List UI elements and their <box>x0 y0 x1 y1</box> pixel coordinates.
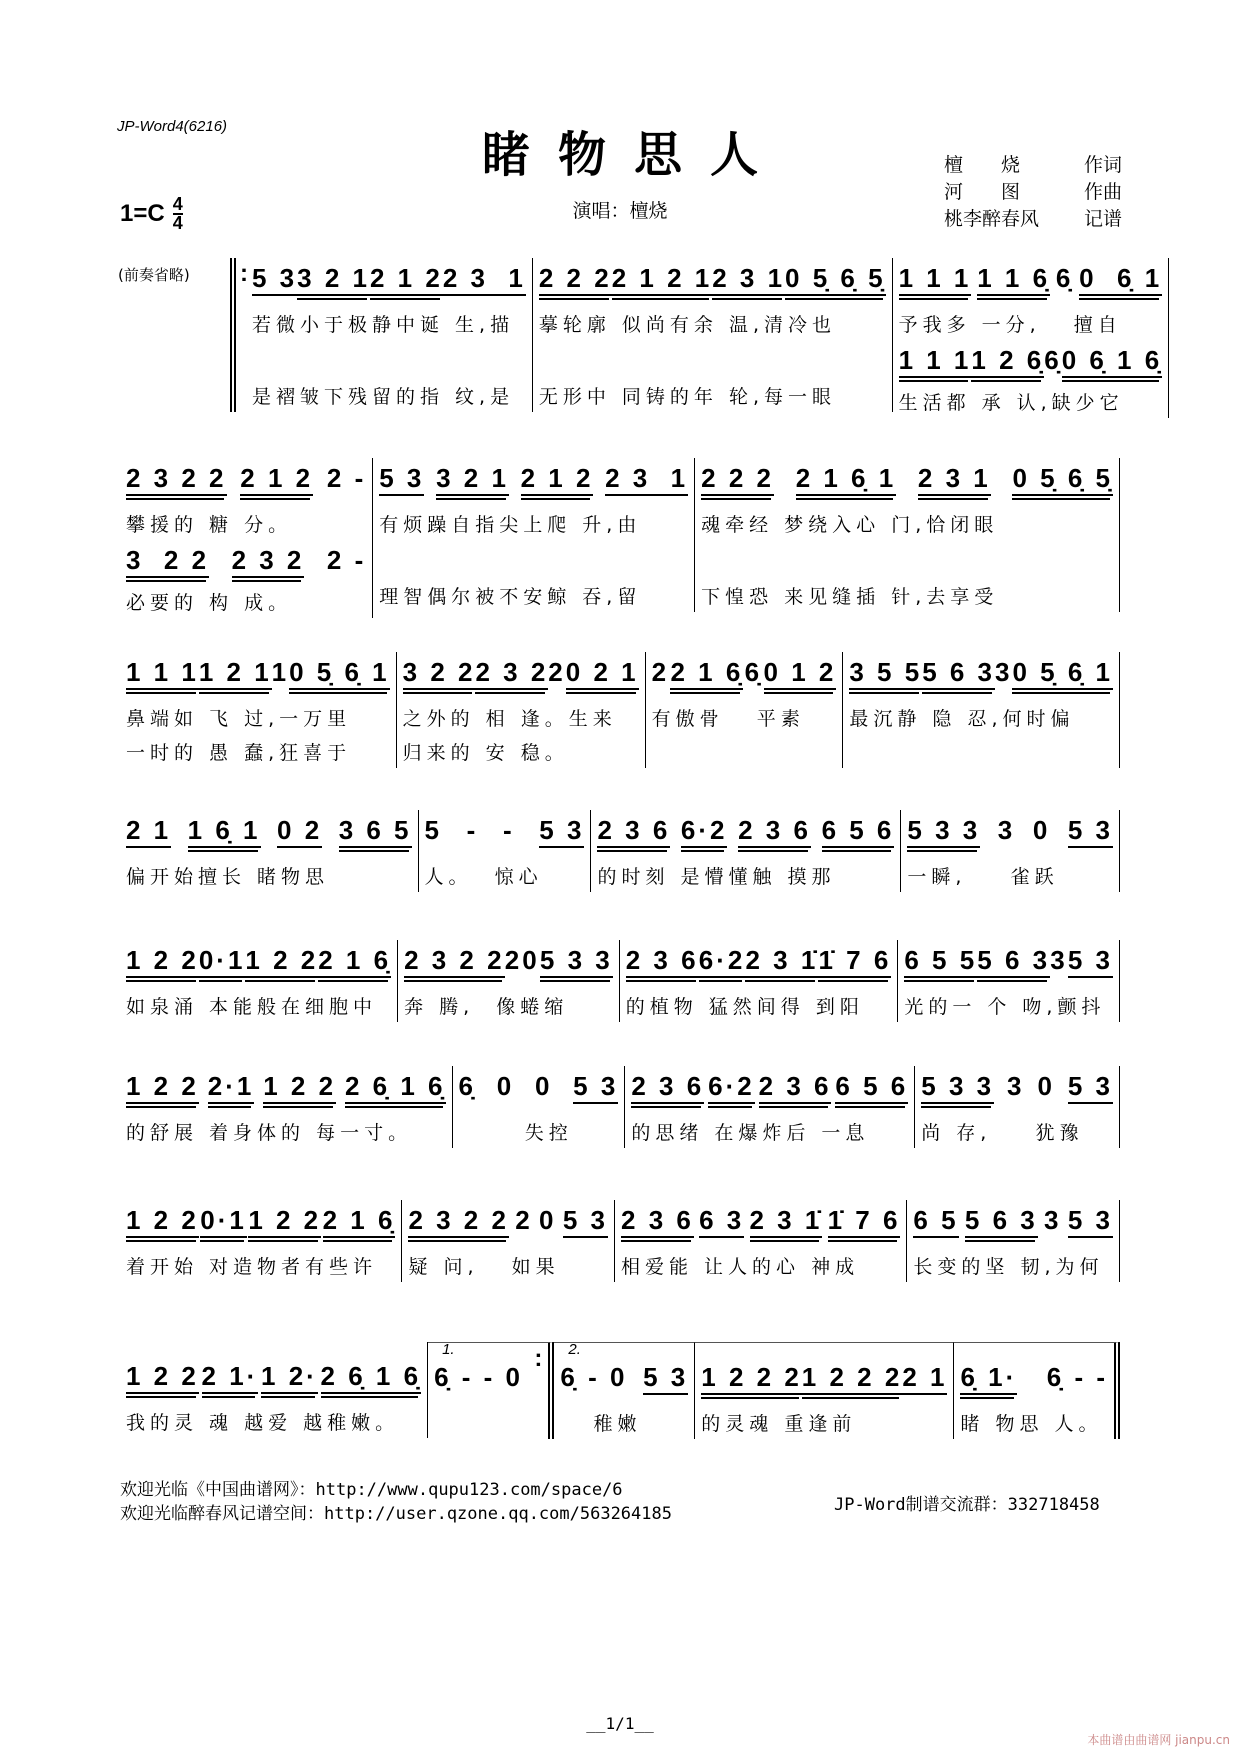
lyric-line: 睹 物思 人。 <box>960 1413 1103 1435</box>
note-group: 2 3 1 <box>918 464 991 496</box>
note-group: 2 1 <box>126 816 171 848</box>
score-row <box>120 1066 1120 1148</box>
note-line <box>434 1357 532 1405</box>
footer-link-2: 欢迎光临醉春风记谱空间：http://user.qzone.qq.com/563264185 <box>120 1504 672 1524</box>
note-line <box>539 258 886 306</box>
note-group: 6̣ <box>744 657 763 687</box>
measure <box>419 810 592 892</box>
time-bottom: 4 <box>172 213 183 233</box>
note-group: 5 6 3 <box>965 1206 1038 1238</box>
note-group: 6̣ - - <box>1046 1362 1108 1392</box>
measure <box>402 1200 615 1282</box>
measure <box>120 1200 402 1282</box>
score-row <box>120 458 1120 618</box>
note-line <box>907 810 1113 858</box>
credit-role: 作词 <box>1083 154 1122 176</box>
song-title: 睹物思人 <box>481 127 786 183</box>
note-line <box>960 1357 1108 1405</box>
note-group: 2 1 2 1 <box>612 264 713 296</box>
note-group: 2 1 <box>902 1363 947 1395</box>
note-line <box>126 652 390 700</box>
note-group: 0 <box>1037 1071 1055 1101</box>
note-line <box>904 940 1113 988</box>
measure <box>120 1066 453 1148</box>
note-group: 0 5̣ 6̣ 1 <box>1012 658 1113 690</box>
note-group: 0 6̣ 1 6̣ <box>1062 346 1163 378</box>
note-group: 5 3 3 <box>540 946 613 978</box>
note-group: 2 - <box>326 545 367 575</box>
measure <box>954 1342 1120 1439</box>
measure <box>397 652 646 768</box>
note-group: 1 2· <box>261 1362 318 1394</box>
note-group: 2 2 2 <box>539 264 612 296</box>
note-line <box>126 1200 395 1248</box>
lyric-line: 的舒展 着身体的 每一寸。 <box>126 1122 413 1144</box>
note-group: 5 3 <box>1068 1072 1113 1104</box>
note-group: 5 3 <box>573 1072 618 1104</box>
note-group: 1 2 1 <box>199 658 272 690</box>
note-group: 1 2 2 <box>126 946 199 978</box>
lyric-line-verse-2 <box>849 738 1113 768</box>
measure <box>898 940 1120 1022</box>
measure <box>695 458 1120 612</box>
note-group: 0·1 <box>200 1206 247 1238</box>
software-version: JP-Word4(6216) <box>117 118 228 135</box>
note-group: 0·1 <box>199 946 246 978</box>
note-group: 6·2 <box>699 946 746 978</box>
note-group: 3 2 1 <box>297 264 370 296</box>
note-group: 6̣ 1· <box>960 1363 1017 1395</box>
note-line <box>701 1357 947 1405</box>
lyric-line: 光的一 个 吻,颤抖 <box>904 996 1106 1018</box>
note-line <box>899 340 1163 384</box>
note-line <box>408 1200 608 1248</box>
note-group: 1 2 2 <box>248 1206 321 1238</box>
note-group: 6 5 6 <box>822 816 895 848</box>
note-group: 5 <box>424 815 443 845</box>
note-group: 6·2 <box>708 1072 755 1104</box>
time-top: 4 <box>172 194 183 214</box>
note-group: 1 2 2 <box>245 946 318 978</box>
score-row <box>120 1342 1120 1439</box>
measure <box>615 1200 907 1282</box>
note-group: 1 6̣ 1 <box>188 816 261 848</box>
lyric-line: 之外的 相 逢。生来 <box>402 708 617 730</box>
measure <box>428 1342 554 1439</box>
note-line <box>126 1356 421 1404</box>
note-group: 3 <box>1044 1205 1062 1235</box>
note-group: 5 6 3 <box>977 946 1050 978</box>
lyric-line-verse-2: 是褶皱下残留的指 纹,是 <box>252 386 515 408</box>
note-group: 5 3 <box>1068 946 1113 978</box>
score-row <box>120 810 1120 892</box>
note-group: 5 3 <box>539 816 584 848</box>
credit-lyricist <box>944 152 1122 179</box>
note-line <box>849 652 1113 700</box>
score-row <box>118 258 1163 418</box>
lyric-line: 最沉静 隐 忍,何时偏 <box>849 708 1075 730</box>
note-line <box>459 1066 619 1114</box>
note-group: 2 3 6 <box>738 816 811 848</box>
note-line <box>126 1066 446 1114</box>
measure <box>591 810 901 892</box>
note-group: 2 3 6 <box>759 1072 832 1104</box>
note-line <box>126 810 412 858</box>
note-line <box>126 540 366 584</box>
credit-name: 桃李醉春风 <box>944 208 1040 230</box>
measure <box>695 1342 954 1439</box>
credit-name: 河 图 <box>944 181 1021 203</box>
note-group: 6̣ <box>1044 345 1062 375</box>
lyric-line: 稚嫩 <box>560 1413 642 1435</box>
lyric-line: 的灵魂 重逢前 <box>701 1413 857 1435</box>
note-group: 1 2 2 <box>126 1072 199 1104</box>
note-group: 2 3 2 <box>475 658 548 690</box>
note-group: 6̣ <box>1055 263 1074 293</box>
note-line <box>913 1200 1113 1248</box>
note-group: 1 <box>271 657 290 687</box>
note-group: 1 2 6̣ <box>971 346 1044 378</box>
note-group: 6̣ - - 0 <box>434 1362 523 1392</box>
lyric-line: 的时刻 是懵懂触 摸那 <box>597 866 836 888</box>
note-line <box>403 652 639 700</box>
footer-link-1: 欢迎光临《中国曲谱网》：http://www.qupu123.com/space/6 <box>120 1480 623 1500</box>
note-group: 3 <box>997 815 1016 845</box>
note-group: 2 1 2 <box>370 264 443 296</box>
note-group: 2 <box>548 657 566 687</box>
volta-label: 1. <box>442 1341 455 1358</box>
note-line <box>899 258 1163 306</box>
note-group: 2 3 1̇ <box>750 1206 823 1238</box>
note-group: - <box>502 815 515 845</box>
note-group: 6 5 <box>913 1206 958 1238</box>
measure <box>453 1066 626 1148</box>
credit-transcriber <box>944 206 1122 233</box>
note-group: 0 2 1 <box>566 658 639 690</box>
note-group: 2 1 2 <box>240 464 313 496</box>
note-group: 2·1 <box>208 1072 255 1104</box>
measure <box>533 258 893 412</box>
measure <box>373 458 695 612</box>
lyric-line-verse-2 <box>652 738 837 768</box>
credit-role: 作曲 <box>1083 181 1122 203</box>
note-group: 3 6 5 <box>339 816 412 848</box>
credit-composer <box>944 179 1122 206</box>
note-group: 2 2 2 <box>701 464 774 496</box>
note-line <box>379 458 688 506</box>
note-group: 2 6̣ 1 6̣ <box>321 1362 422 1394</box>
note-group: 6 5 6 <box>835 1072 908 1104</box>
note-group: 0 5̣ 6̣ 1 <box>289 658 390 690</box>
note-group: 5 3 <box>379 464 424 496</box>
note-group: 0 5̣ 6̣ 5̣ <box>1012 464 1113 496</box>
note-group: 5 3 <box>643 1363 688 1395</box>
note-group: 2 3 6 <box>626 946 699 978</box>
measure <box>120 458 373 618</box>
note-group: 0 <box>534 1071 553 1101</box>
note-group: 1 1 6̣ <box>977 264 1050 296</box>
note-group: 1 2 2 <box>126 1206 199 1238</box>
note-group: 3 <box>1007 1071 1025 1101</box>
credits <box>944 152 1122 233</box>
lyric-line: 我的灵 魂 越爱 越稚嫩。 <box>126 1412 400 1434</box>
lyric-line-verse-2: 理智偶尔被不安鲸 吞,留 <box>379 586 642 608</box>
note-group: 0 <box>539 1205 557 1235</box>
measure <box>620 940 899 1022</box>
note-group: 2 1 6̣ <box>318 946 391 978</box>
note-group: - <box>466 815 479 845</box>
note-line <box>126 458 366 506</box>
measure <box>893 258 1170 418</box>
lyric-line-verse-2: 下惶恐 来见缝插 针,去享受 <box>701 586 999 608</box>
note-group: 6·2 <box>681 816 728 848</box>
measure <box>646 652 844 768</box>
note-group: 2 1 6̣ 1 <box>796 464 897 496</box>
measure <box>120 1342 428 1438</box>
note-group: 1 1 1 <box>899 264 972 296</box>
lyric-line-verse-2: 一时的 愚 蠢,狂喜于 <box>126 742 352 764</box>
lyric-line: 长变的坚 韧,为何 <box>913 1256 1104 1278</box>
note-group: 2 1· <box>202 1362 259 1394</box>
lyric-line: 予我多 一分, 擅自 <box>898 314 1122 336</box>
note-group: 1̇ 7 6 <box>818 946 891 978</box>
note-group: 0 <box>496 1071 515 1101</box>
lyric-line-verse-2: 无形中 同铸的年 轮,每一眼 <box>538 386 836 408</box>
note-line <box>652 652 837 700</box>
note-group: 5 3 <box>563 1206 608 1238</box>
note-group: 2 3 6 <box>631 1072 704 1104</box>
note-group: 1 2 2 <box>126 1362 199 1394</box>
note-group: 0 <box>522 945 540 975</box>
measure <box>907 1200 1120 1282</box>
note-group: 5 3 <box>1068 816 1113 848</box>
measure <box>230 258 533 412</box>
intro-omitted-note: (前奏省略) <box>118 266 190 284</box>
note-group: 2 1 2 <box>521 464 594 496</box>
lyric-line: 的思绪 在爆炸后 一息 <box>631 1122 870 1144</box>
measure <box>120 940 398 1022</box>
note-line <box>921 1066 1113 1114</box>
note-group: 2 1 6̣ <box>670 658 743 690</box>
note-group: 1 2 2 2 <box>701 1363 802 1395</box>
lyric-line-verse-2: 必要的 构 成。 <box>126 592 293 614</box>
note-group: 1 2 2 <box>263 1072 336 1104</box>
score-row <box>120 940 1120 1022</box>
note-group: 0 2 <box>277 816 322 848</box>
lyric-line: 若微小于极静中诞 生,描 <box>252 314 515 336</box>
note-group: 2 <box>504 945 523 975</box>
lyric-line: 的植物 猛然间得 到阳 <box>625 996 864 1018</box>
note-group: 6̣ - 0 <box>560 1362 628 1392</box>
lyric-line: 一瞬, 雀跃 <box>907 866 1059 888</box>
note-group: 0 <box>1032 815 1051 845</box>
lyric-line-verse-2: 归来的 安 稳。 <box>402 742 569 764</box>
lyric-line-verse-2: 生活都 承 认,缺少它 <box>898 392 1124 414</box>
footer-group: JP-Word制谱交流群：332718458 <box>834 1495 1100 1515</box>
note-group: 3 2 2 <box>403 658 476 690</box>
note-group: 1 1 1 <box>126 658 199 690</box>
lyric-line: 人。 惊心 <box>424 866 543 888</box>
lyric-line: 有傲骨 平素 <box>651 708 805 730</box>
lyric-line: 着开始 对造物者有些许 <box>126 1256 378 1278</box>
note-line <box>252 258 526 306</box>
lyric-line <box>434 1409 532 1439</box>
note-group: 2 3 6 <box>621 1206 694 1238</box>
note-group: 5 6 3 <box>922 658 995 690</box>
note-group: 3 5 5 <box>849 658 922 690</box>
lyric-line: 鼻端如 飞 过,一万里 <box>126 708 352 730</box>
note-group: 6 5 5 <box>904 946 977 978</box>
note-group: 0 6̣ 1 <box>1079 264 1162 296</box>
lyric-line: 魂牵经 梦绕入心 门,恰闭眼 <box>701 514 999 536</box>
lyric-line: 尚 存, 犹豫 <box>921 1122 1084 1144</box>
footer-links <box>120 1478 672 1526</box>
note-group: 6̣ <box>458 1071 477 1101</box>
note-group: 2 3 1 <box>605 464 688 496</box>
score-row <box>120 652 1120 768</box>
note-group: 2 1 6̣ <box>323 1206 396 1238</box>
measure <box>901 810 1120 892</box>
note-line <box>126 940 391 988</box>
measure <box>398 940 620 1022</box>
credit-role: 记谱 <box>1083 208 1122 230</box>
lyric-line: 失控 <box>458 1122 573 1144</box>
note-group: 0 5̣ 6̣ 5̣ <box>785 264 886 296</box>
measure <box>843 652 1120 768</box>
page-number: __1/1__ <box>586 1714 654 1733</box>
score-row <box>120 1200 1120 1282</box>
measure <box>120 652 397 768</box>
lyric-line: 摹轮廓 似尚有余 温,清冷也 <box>538 314 836 336</box>
note-group: 0 1 2 <box>764 658 837 690</box>
note-group: 2 3 2 2 <box>404 946 505 978</box>
note-group: 1̇ 7 6 <box>828 1206 901 1238</box>
note-group: 2 3 2 <box>232 546 305 578</box>
note-line <box>425 810 585 858</box>
note-group: 3 <box>1050 945 1068 975</box>
note-line <box>621 1200 900 1248</box>
note-group: 2 6̣ 1 6̣ <box>345 1072 446 1104</box>
lyric-line: 偏开始擅长 睹物思 <box>126 866 330 888</box>
note-line <box>597 810 894 858</box>
measure <box>120 810 419 892</box>
note-group: 2 3 2 2 <box>408 1206 509 1238</box>
note-group: 2 3 1 <box>712 264 785 296</box>
lyric-line: 攀援的 糖 分。 <box>126 514 293 536</box>
lyric-line: 奔 腾, 像蜷缩 <box>404 996 569 1018</box>
note-group: 6 3 <box>699 1206 744 1238</box>
note-group: 2 - <box>326 463 367 493</box>
measure <box>625 1066 915 1148</box>
note-group: 2 <box>515 1205 533 1235</box>
note-group: 2 <box>651 657 670 687</box>
lyric-line: 疑 问, 如果 <box>408 1256 560 1278</box>
note-group: 3 <box>995 657 1013 687</box>
note-group: 5 3 3 <box>907 816 980 848</box>
note-group: 5 3 3 <box>921 1072 994 1104</box>
note-line <box>560 1357 688 1405</box>
note-line <box>631 1066 908 1114</box>
note-line <box>626 940 892 988</box>
watermark: 本曲谱由曲谱网 jianpu.cn <box>1087 1733 1230 1747</box>
note-group: 1 2 2 2 <box>802 1363 903 1395</box>
note-group: 5 3 <box>1068 1206 1113 1238</box>
note-group: 3 2 2 <box>126 546 209 578</box>
note-group: 2 3 1 <box>443 264 526 296</box>
singer: 演唱：檀烧 <box>572 200 668 222</box>
lyric-line: 有烦躁自指尖上爬 升,由 <box>379 514 642 536</box>
note-line <box>701 458 1113 506</box>
volta-label: 2. <box>568 1341 581 1358</box>
measure <box>915 1066 1120 1148</box>
note-group: 3 2 1 <box>436 464 509 496</box>
note-group: 2 3 1̇ <box>745 946 818 978</box>
note-group: 2 3 6 <box>597 816 670 848</box>
note-line <box>404 940 613 988</box>
credit-name: 檀 烧 <box>944 154 1021 176</box>
key-label: 1=C <box>120 200 165 227</box>
note-group: 1 1 1 <box>899 346 972 378</box>
measure <box>554 1342 695 1439</box>
lyric-line: 如泉涌 本能般在细胞中 <box>126 996 378 1018</box>
lyric-line: 相爱能 让人的心 神成 <box>621 1256 860 1278</box>
note-group: : 5 3 <box>252 264 297 296</box>
note-group: 2 3 2 2 <box>126 464 227 496</box>
